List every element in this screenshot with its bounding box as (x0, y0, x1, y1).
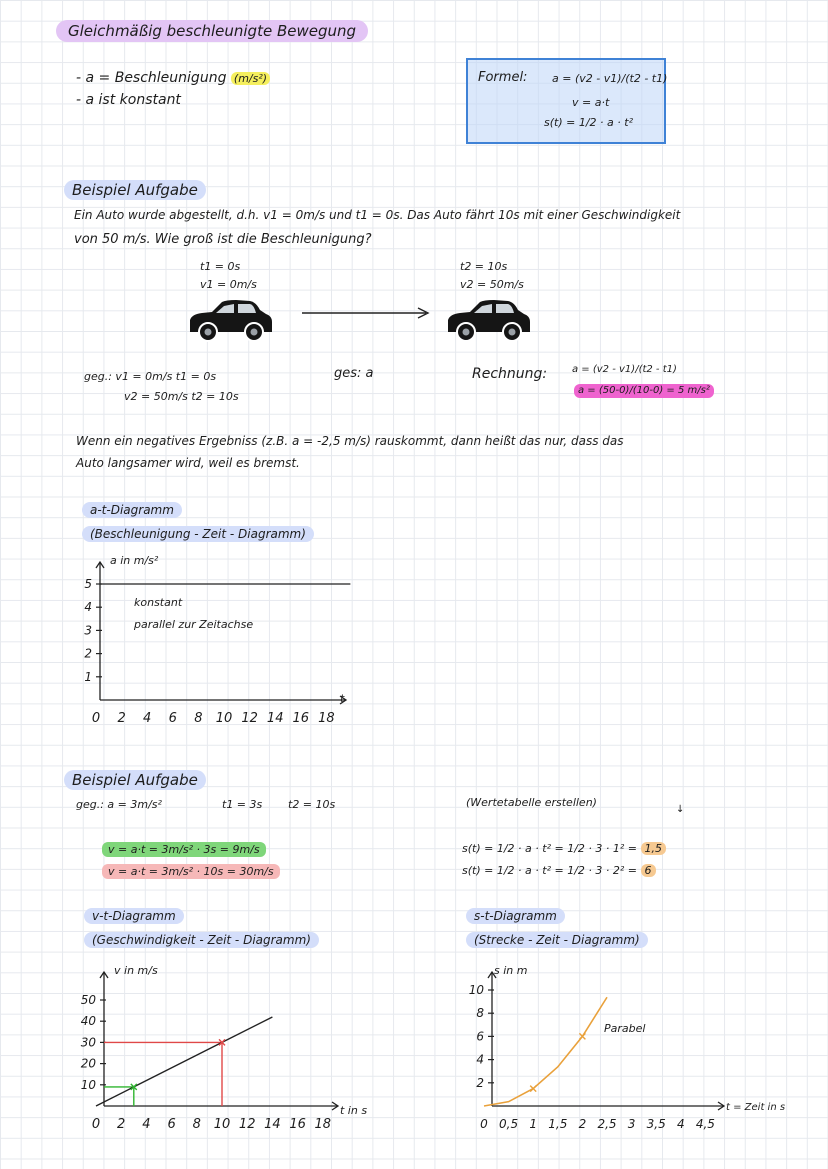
vt-x-tick-label: 12 (238, 1117, 256, 1132)
at-y-tick-label: 2 (84, 646, 92, 661)
at-x-tick-label: 10 (215, 711, 233, 726)
definition-constant: - a ist konstant (76, 92, 181, 108)
vt-x-tick-label: 14 (264, 1117, 281, 1132)
st-x-tick-label: 1 (529, 1117, 538, 1131)
st-x-tick-label: 3 (627, 1117, 636, 1131)
calculation-label: Rechnung: (472, 366, 548, 382)
example2-given: geg.: a = 3m/s² (76, 798, 162, 811)
st-x-tick-label: 1,5 (548, 1117, 568, 1131)
calculation-result: a = (50-0)/(10-0) = 5 m/s² (574, 384, 714, 398)
vt-diagram-heading: v-t-Diagramm (84, 908, 184, 924)
st-point-marker (579, 1033, 585, 1039)
at-x-tick-label: 12 (241, 711, 258, 726)
example2-t2: t2 = 10s (288, 798, 336, 811)
note-line1: Wenn ein negatives Ergebniss (z.B. a = -2,5 m/s) rauskommt, dann heißt das nur, dass das (76, 434, 624, 448)
example1-text-line1: Ein Auto wurde abgestellt, d.h. v1 = 0m/s und t1 = 0s. Das Auto fährt 10s mit einer Geschwindigkeit (74, 208, 681, 222)
vt-x-tick-label: 18 (314, 1117, 332, 1132)
vt-y-tick-label: 10 (80, 1077, 96, 1092)
at-x-tick-label: 16 (292, 711, 310, 726)
formula-acceleration: a = (v2 - v1)/(t2 - t1) (552, 72, 668, 85)
st-parabola-curve (484, 997, 607, 1106)
car2-time: t2 = 10s (460, 260, 508, 273)
searched: ges: a (334, 366, 374, 381)
car2-velocity: v2 = 50m/s (460, 278, 524, 291)
s1-result: 1,5 (641, 842, 667, 855)
vt-y-axis-label: v in m/s (114, 964, 158, 977)
st-y-axis-label: s in m (494, 964, 528, 977)
example2-heading: Beispiel Aufgabe (64, 770, 206, 790)
vt-x-tick-label: 2 (117, 1117, 126, 1132)
st-y-tick-label: 4 (476, 1052, 484, 1067)
value-table-label: (Wertetabelle erstellen) (466, 796, 597, 809)
st-point-marker (530, 1086, 536, 1092)
given-line1: geg.: v1 = 0m/s t1 = 0s (84, 370, 217, 383)
vt-y-tick-label: 50 (80, 993, 96, 1007)
car1-velocity: v1 = 0m/s (200, 278, 257, 291)
st-x-tick-label: 0,5 (499, 1117, 519, 1131)
at-diagram-heading: a-t-Diagramm (82, 502, 182, 518)
car1-time: t1 = 0s (200, 260, 241, 273)
at-diagram-subheading: (Beschleunigung - Zeit - Diagramm) (82, 526, 314, 542)
at-x-tick-label: 2 (117, 711, 126, 726)
at-y-axis-label: a in m/s² (110, 554, 159, 567)
formula-distance: s(t) = 1/2 · a · t² (544, 116, 633, 129)
st-x-tick-label: 4,5 (695, 1117, 715, 1131)
example2-t1: t1 = 3s (222, 798, 263, 811)
st-x-tick-label: 4 (676, 1117, 685, 1131)
at-annotation-parallel: parallel zur Zeitachse (134, 618, 254, 631)
at-x-tick-label: 8 (194, 711, 203, 726)
vt-x-tick-label: 6 (167, 1117, 176, 1132)
vt-y-tick-label: 30 (80, 1035, 96, 1050)
at-y-tick-label: 5 (84, 577, 92, 591)
vt-diagram-subheading: (Geschwindigkeit - Zeit - Diagramm) (84, 932, 319, 948)
st-y-tick-label: 6 (476, 1029, 484, 1044)
st-curve-label: Parabel (604, 1022, 646, 1035)
s2-result: 6 (641, 864, 656, 877)
at-x-tick-label: 4 (143, 711, 152, 726)
at-y-tick-label: 3 (84, 623, 92, 638)
example1-heading: Beispiel Aufgabe (64, 180, 206, 200)
formula-label: Formel: (478, 70, 528, 85)
vt-x-tick-label: 0 (91, 1117, 101, 1132)
at-x-tick-label: 0 (91, 711, 101, 726)
value-table-arrow-icon: ↓ (676, 804, 685, 815)
vt-y-tick-label: 20 (80, 1056, 96, 1071)
formula-velocity: v = a·t (572, 96, 610, 109)
st-x-tick-label: 2,5 (597, 1117, 617, 1131)
s2-text: s(t) = 1/2 · a · t² = 1/2 · 3 · 2² = (462, 864, 637, 877)
st-x-tick-label: 0 (480, 1117, 488, 1131)
s1-text: s(t) = 1/2 · a · t² = 1/2 · 3 · 1² = (462, 842, 637, 855)
vt-x-axis-label: t in s (340, 1104, 368, 1117)
definition-a-unit: (m/s²) (231, 72, 270, 85)
at-x-tick-label: 18 (318, 711, 335, 726)
st-x-axis-label: t = Zeit in s (726, 1102, 786, 1113)
note-line2: Auto langsamer wird, weil es bremst. (76, 456, 300, 470)
st-y-tick-label: 10 (468, 983, 484, 997)
vt-x-tick-label: 4 (142, 1117, 151, 1132)
calculation-formula: a = (v2 - v1)/(t2 - t1) (572, 364, 677, 375)
st-diagram-heading: s-t-Diagramm (466, 908, 565, 924)
at-x-tick-label: 6 (168, 711, 177, 726)
at-x-tick-label: 14 (266, 711, 284, 726)
given-line2: v2 = 50m/s t2 = 10s (124, 390, 239, 403)
st-y-tick-label: 8 (476, 1006, 484, 1021)
vt-x-tick-label: 8 (192, 1117, 201, 1132)
st-diagram-subheading: (Strecke - Zeit - Diagramm) (466, 932, 648, 948)
example1-text-line2: von 50 m/s. Wie groß ist die Beschleunigung? (74, 232, 372, 247)
vt-x-tick-label: 16 (289, 1117, 306, 1132)
at-y-tick-label: 4 (84, 600, 92, 615)
at-y-tick-label: 1 (84, 669, 92, 684)
st-x-tick-label: 2 (578, 1117, 587, 1131)
calc-green: v = a·t = 3m/s² · 3s = 9m/s (102, 842, 266, 857)
at-annotation-constant: konstant (134, 596, 183, 609)
vt-y-tick-label: 40 (80, 1014, 96, 1029)
st-x-tick-label: 3,5 (646, 1117, 666, 1131)
page-title: Gleichmäßig beschleunigte Bewegung (56, 20, 368, 42)
calc-red: v = a·t = 3m/s² · 10s = 30m/s (102, 864, 280, 879)
at-x-axis-label: t (340, 692, 345, 705)
definition-a-text: - a = Beschleunigung (76, 70, 227, 86)
st-y-tick-label: 2 (476, 1075, 484, 1090)
vt-x-tick-label: 10 (213, 1117, 231, 1132)
